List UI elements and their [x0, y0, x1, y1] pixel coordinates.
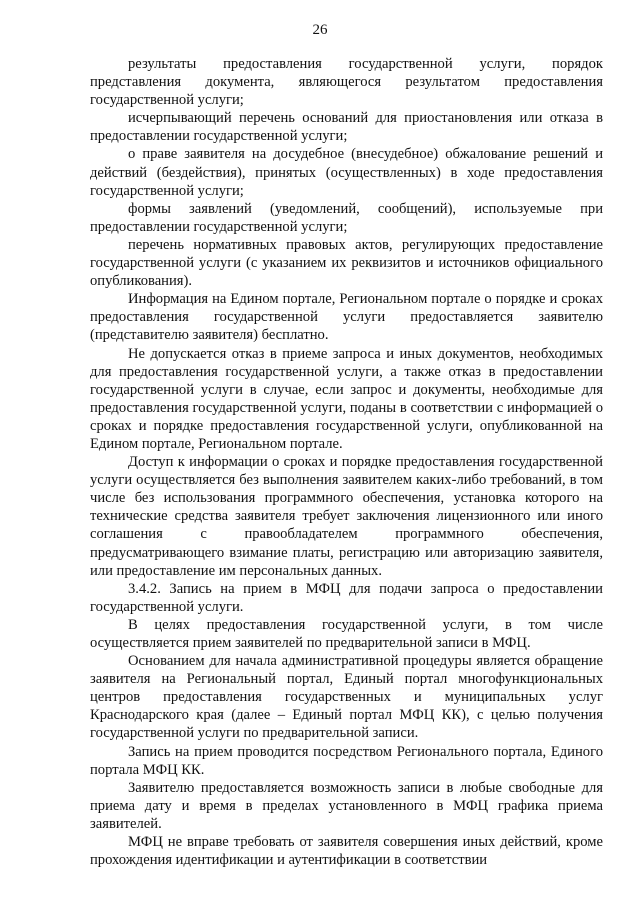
paragraph-results: результаты предоставления государственной услуги, порядок представления документа, являющегося результатом предоставления государственной услуги; — [90, 56, 603, 109]
paragraph-no-refusal: Не допускается отказ в приеме запроса и иных документов, необходимых для предоставления государственной услуги, а также отказ в предоставлении государственной услуги в случае, если запрос и документы, необходимые для предоставления государственной услуги, поданы в соответствии с информацией о сроках и порядке предоставления государственной услуги, опубликованной на Едином портале, Региональном портале. — [90, 345, 603, 452]
paragraph-appeal-right: о праве заявителя на досудебное (внесудебное) обжалование решений и действий (бездействия), принятых (осуществленных) в ходе предоставления государственной услуги; — [90, 146, 603, 199]
paragraph-free-slots: Заявителю предоставляется возможность записи в любые свободные для приема дату и время в пределах установленного в МФЦ графика приема заявителей. — [90, 779, 603, 832]
paragraph-legal-acts: перечень нормативных правовых актов, регулирующих предоставление государственной услуги (с указанием их реквизитов и источников официального опубликования). — [90, 236, 603, 290]
paragraph-mfc-restrictions: МФЦ не вправе требовать от заявителя совершения иных действий, кроме прохождения идентификации и аутентификации в соответствии — [90, 834, 603, 869]
paragraph-free-information: Информация на Едином портале, Региональном портале о порядке и сроках предоставления государственной услуги предоставляется заявителю (представителю заявителя) бесплатно. — [90, 291, 603, 344]
paragraph-appointment-channels: Запись на прием проводится посредством Регионального портала, Единого портала МФЦ КК. — [90, 743, 603, 778]
paragraph-access-to-information: Доступ к информации о сроках и порядке предоставления государственной услуги осуществляется без выполнения заявителем каких-либо требований, в том числе без использования программного обеспечения, установка которого на технические средства заявителя требует заключения лицензионного или иного соглашения с правообладателем программного обеспечения, предусматривающего взимание платы, регистрацию или авторизацию заявителя, или предоставление им персональных данных. — [90, 454, 603, 579]
paragraph-application-forms: формы заявлений (уведомлений, сообщений), используемые при предоставлении государственной услуги; — [90, 200, 603, 235]
paragraph-procedure-basis: Основанием для начала административной процедуры является обращение заявителя на Региональный портал, Единый портал многофункциональных центров предоставления государственных и муниципальных услуг Краснодарского края (далее – Единый портал МФЦ КК), с целью получения государственной услуги по предварительной записи. — [90, 653, 603, 742]
section-heading-3-4-2: 3.4.2. Запись на прием в МФЦ для подачи запроса о предоставлении государственной услуги. — [90, 580, 603, 615]
page-number: 26 — [312, 22, 328, 38]
paragraph-preliminary-appointment: В целях предоставления государственной услуги, в том числе осуществляется прием заявителей по предварительной записи в МФЦ. — [90, 616, 603, 651]
document-body — [90, 55, 603, 869]
paragraph-refusal-grounds: исчерпывающий перечень оснований для приостановления или отказа в предоставлении государственной услуги; — [90, 110, 603, 145]
